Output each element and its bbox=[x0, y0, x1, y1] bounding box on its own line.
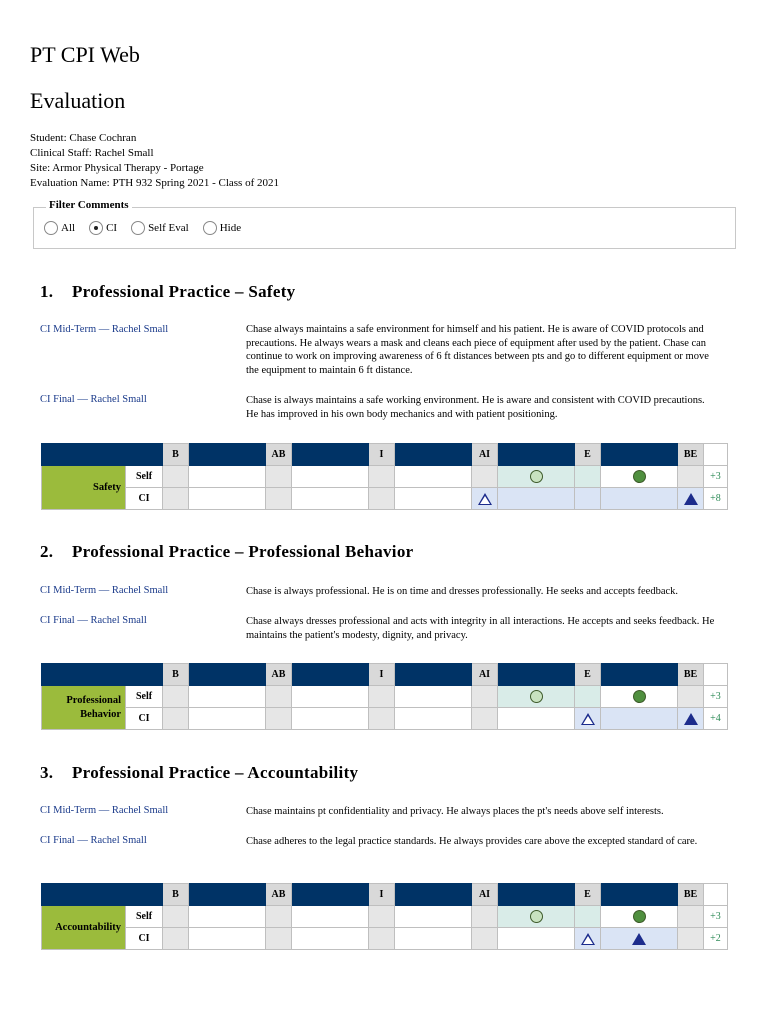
level-ai: AI bbox=[472, 444, 498, 466]
filter-comments-box bbox=[33, 199, 736, 249]
student-info: Student: Chase Cochran bbox=[30, 132, 137, 144]
page-title: PT CPI Web bbox=[30, 42, 140, 67]
self-midterm-marker bbox=[498, 466, 575, 488]
ci-final-marker bbox=[601, 928, 678, 950]
ci-midterm-marker bbox=[472, 488, 498, 510]
comment-text: Chase maintains pt confidentiality and privacy. He always places the pt's needs above self interests. bbox=[246, 806, 664, 817]
self-midterm-marker bbox=[498, 686, 575, 708]
open-triangle-icon bbox=[581, 713, 595, 725]
category-label: Safety bbox=[42, 466, 126, 510]
evaluation-name-info: Evaluation Name: PTH 932 Spring 2021 - Class of 2021 bbox=[30, 177, 280, 189]
comment-text: Chase is always maintains a safe working environment. He is aware and consistent with COVID precautions. He has improved in his own body mechanics and with patient positioning. bbox=[246, 395, 705, 420]
filled-triangle-icon bbox=[632, 933, 646, 945]
ci-change: +2 bbox=[704, 928, 728, 950]
rating-grid-professional-behavior bbox=[41, 663, 728, 730]
row-label-self: Self bbox=[126, 686, 163, 708]
section-heading-professional-behavior: 2. Professional Practice – Professional Behavior bbox=[40, 542, 414, 561]
open-triangle-icon bbox=[581, 933, 595, 945]
self-change: +3 bbox=[704, 906, 728, 928]
filter-legend: Filter Comments bbox=[46, 199, 132, 211]
ci-midterm-marker bbox=[575, 708, 601, 730]
radio-icon[interactable] bbox=[44, 221, 58, 235]
level-i: I bbox=[369, 884, 395, 906]
ci-midterm-marker bbox=[575, 928, 601, 950]
filter-option-label: Hide bbox=[219, 222, 242, 234]
self-final-marker bbox=[601, 686, 678, 708]
level-be: BE bbox=[678, 444, 704, 466]
level-e: E bbox=[575, 444, 601, 466]
ci-change: +8 bbox=[704, 488, 728, 510]
evaluation-info bbox=[30, 131, 279, 191]
filled-circle-icon bbox=[633, 690, 646, 703]
comment-author-link[interactable]: CI Mid-Term — Rachel Small bbox=[40, 805, 169, 816]
filter-radio-group bbox=[44, 221, 241, 235]
comment-author-link[interactable]: CI Final — Rachel Small bbox=[40, 835, 147, 846]
ci-final-marker bbox=[678, 488, 704, 510]
section-heading-accountability: 3. Professional Practice – Accountability bbox=[40, 763, 359, 782]
open-circle-icon bbox=[530, 690, 543, 703]
filter-option-all[interactable] bbox=[44, 221, 75, 235]
level-e: E bbox=[575, 884, 601, 906]
category-label: Professional Behavior bbox=[42, 686, 126, 730]
level-b: B bbox=[163, 664, 189, 686]
radio-icon[interactable] bbox=[203, 221, 217, 235]
level-e: E bbox=[575, 664, 601, 686]
clinical-staff-info: Clinical Staff: Rachel Small bbox=[30, 147, 154, 159]
section-heading-safety: 1. Professional Practice – Safety bbox=[40, 282, 296, 301]
open-circle-icon bbox=[530, 470, 543, 483]
ci-change: +4 bbox=[704, 708, 728, 730]
radio-selected-icon[interactable] bbox=[89, 221, 103, 235]
filled-circle-icon bbox=[633, 910, 646, 923]
filled-triangle-icon bbox=[684, 713, 698, 725]
comment-text: Chase always dresses professional and acts with integrity in all interactions. He accepts and seeks feedback. He maintains the patient's modesty, dignity, and privacy. bbox=[246, 616, 715, 641]
page-title-line2: Evaluation bbox=[30, 88, 126, 113]
site-info: Site: Armor Physical Therapy - Portage bbox=[30, 162, 204, 174]
row-label-ci: CI bbox=[126, 928, 163, 950]
rating-grid-accountability bbox=[41, 883, 728, 950]
filter-option-self-eval[interactable] bbox=[131, 221, 189, 235]
filled-triangle-icon bbox=[684, 493, 698, 505]
level-ai: AI bbox=[472, 664, 498, 686]
level-be: BE bbox=[678, 664, 704, 686]
row-label-self: Self bbox=[126, 466, 163, 488]
level-ab: AB bbox=[266, 664, 292, 686]
comment-author-link[interactable]: CI Mid-Term — Rachel Small bbox=[40, 324, 169, 335]
filled-circle-icon bbox=[633, 470, 646, 483]
row-label-ci: CI bbox=[126, 708, 163, 730]
self-final-marker bbox=[601, 466, 678, 488]
open-triangle-icon bbox=[478, 493, 492, 505]
level-b: B bbox=[163, 884, 189, 906]
comment-author-link[interactable]: CI Mid-Term — Rachel Small bbox=[40, 585, 169, 596]
row-label-self: Self bbox=[126, 906, 163, 928]
filter-option-ci[interactable] bbox=[89, 221, 117, 235]
filter-option-label: CI bbox=[106, 222, 118, 234]
comment-text: Chase is always professional. He is on time and dresses professionally. He seeks and accepts feedback. bbox=[246, 586, 679, 597]
ci-final-marker bbox=[678, 708, 704, 730]
comment-author-link[interactable]: CI Final — Rachel Small bbox=[40, 615, 147, 626]
row-label-ci: CI bbox=[126, 488, 163, 510]
comment-author-link[interactable]: CI Final — Rachel Small bbox=[40, 394, 147, 405]
level-b: B bbox=[163, 444, 189, 466]
level-be: BE bbox=[678, 884, 704, 906]
filter-option-label: Self Eval bbox=[148, 222, 189, 234]
rating-grid-safety bbox=[41, 443, 728, 510]
filter-option-label: All bbox=[61, 222, 76, 234]
level-i: I bbox=[369, 664, 395, 686]
level-ab: AB bbox=[266, 444, 292, 466]
self-change: +3 bbox=[704, 686, 728, 708]
self-final-marker bbox=[601, 906, 678, 928]
self-change: +3 bbox=[704, 466, 728, 488]
comment-text: Chase adheres to the legal practice standards. He always provides care above the excepted standard of care. bbox=[246, 836, 698, 847]
level-ai: AI bbox=[472, 884, 498, 906]
comment-text: Chase always maintains a safe environment for himself and his patient. He is aware of COVID protocols and precautions. He always wears a mask and cleans each piece of equipment after used by the patient. Chase can continue to work on improving awareness of 6 ft distances between pts and go to different equipment or move the equipment to maintain 6 ft distance. bbox=[246, 324, 709, 376]
self-midterm-marker bbox=[498, 906, 575, 928]
level-i: I bbox=[369, 444, 395, 466]
radio-icon[interactable] bbox=[131, 221, 145, 235]
level-ab: AB bbox=[266, 884, 292, 906]
filter-option-hide[interactable] bbox=[203, 221, 241, 235]
open-circle-icon bbox=[530, 910, 543, 923]
category-label: Accountability bbox=[42, 906, 126, 950]
